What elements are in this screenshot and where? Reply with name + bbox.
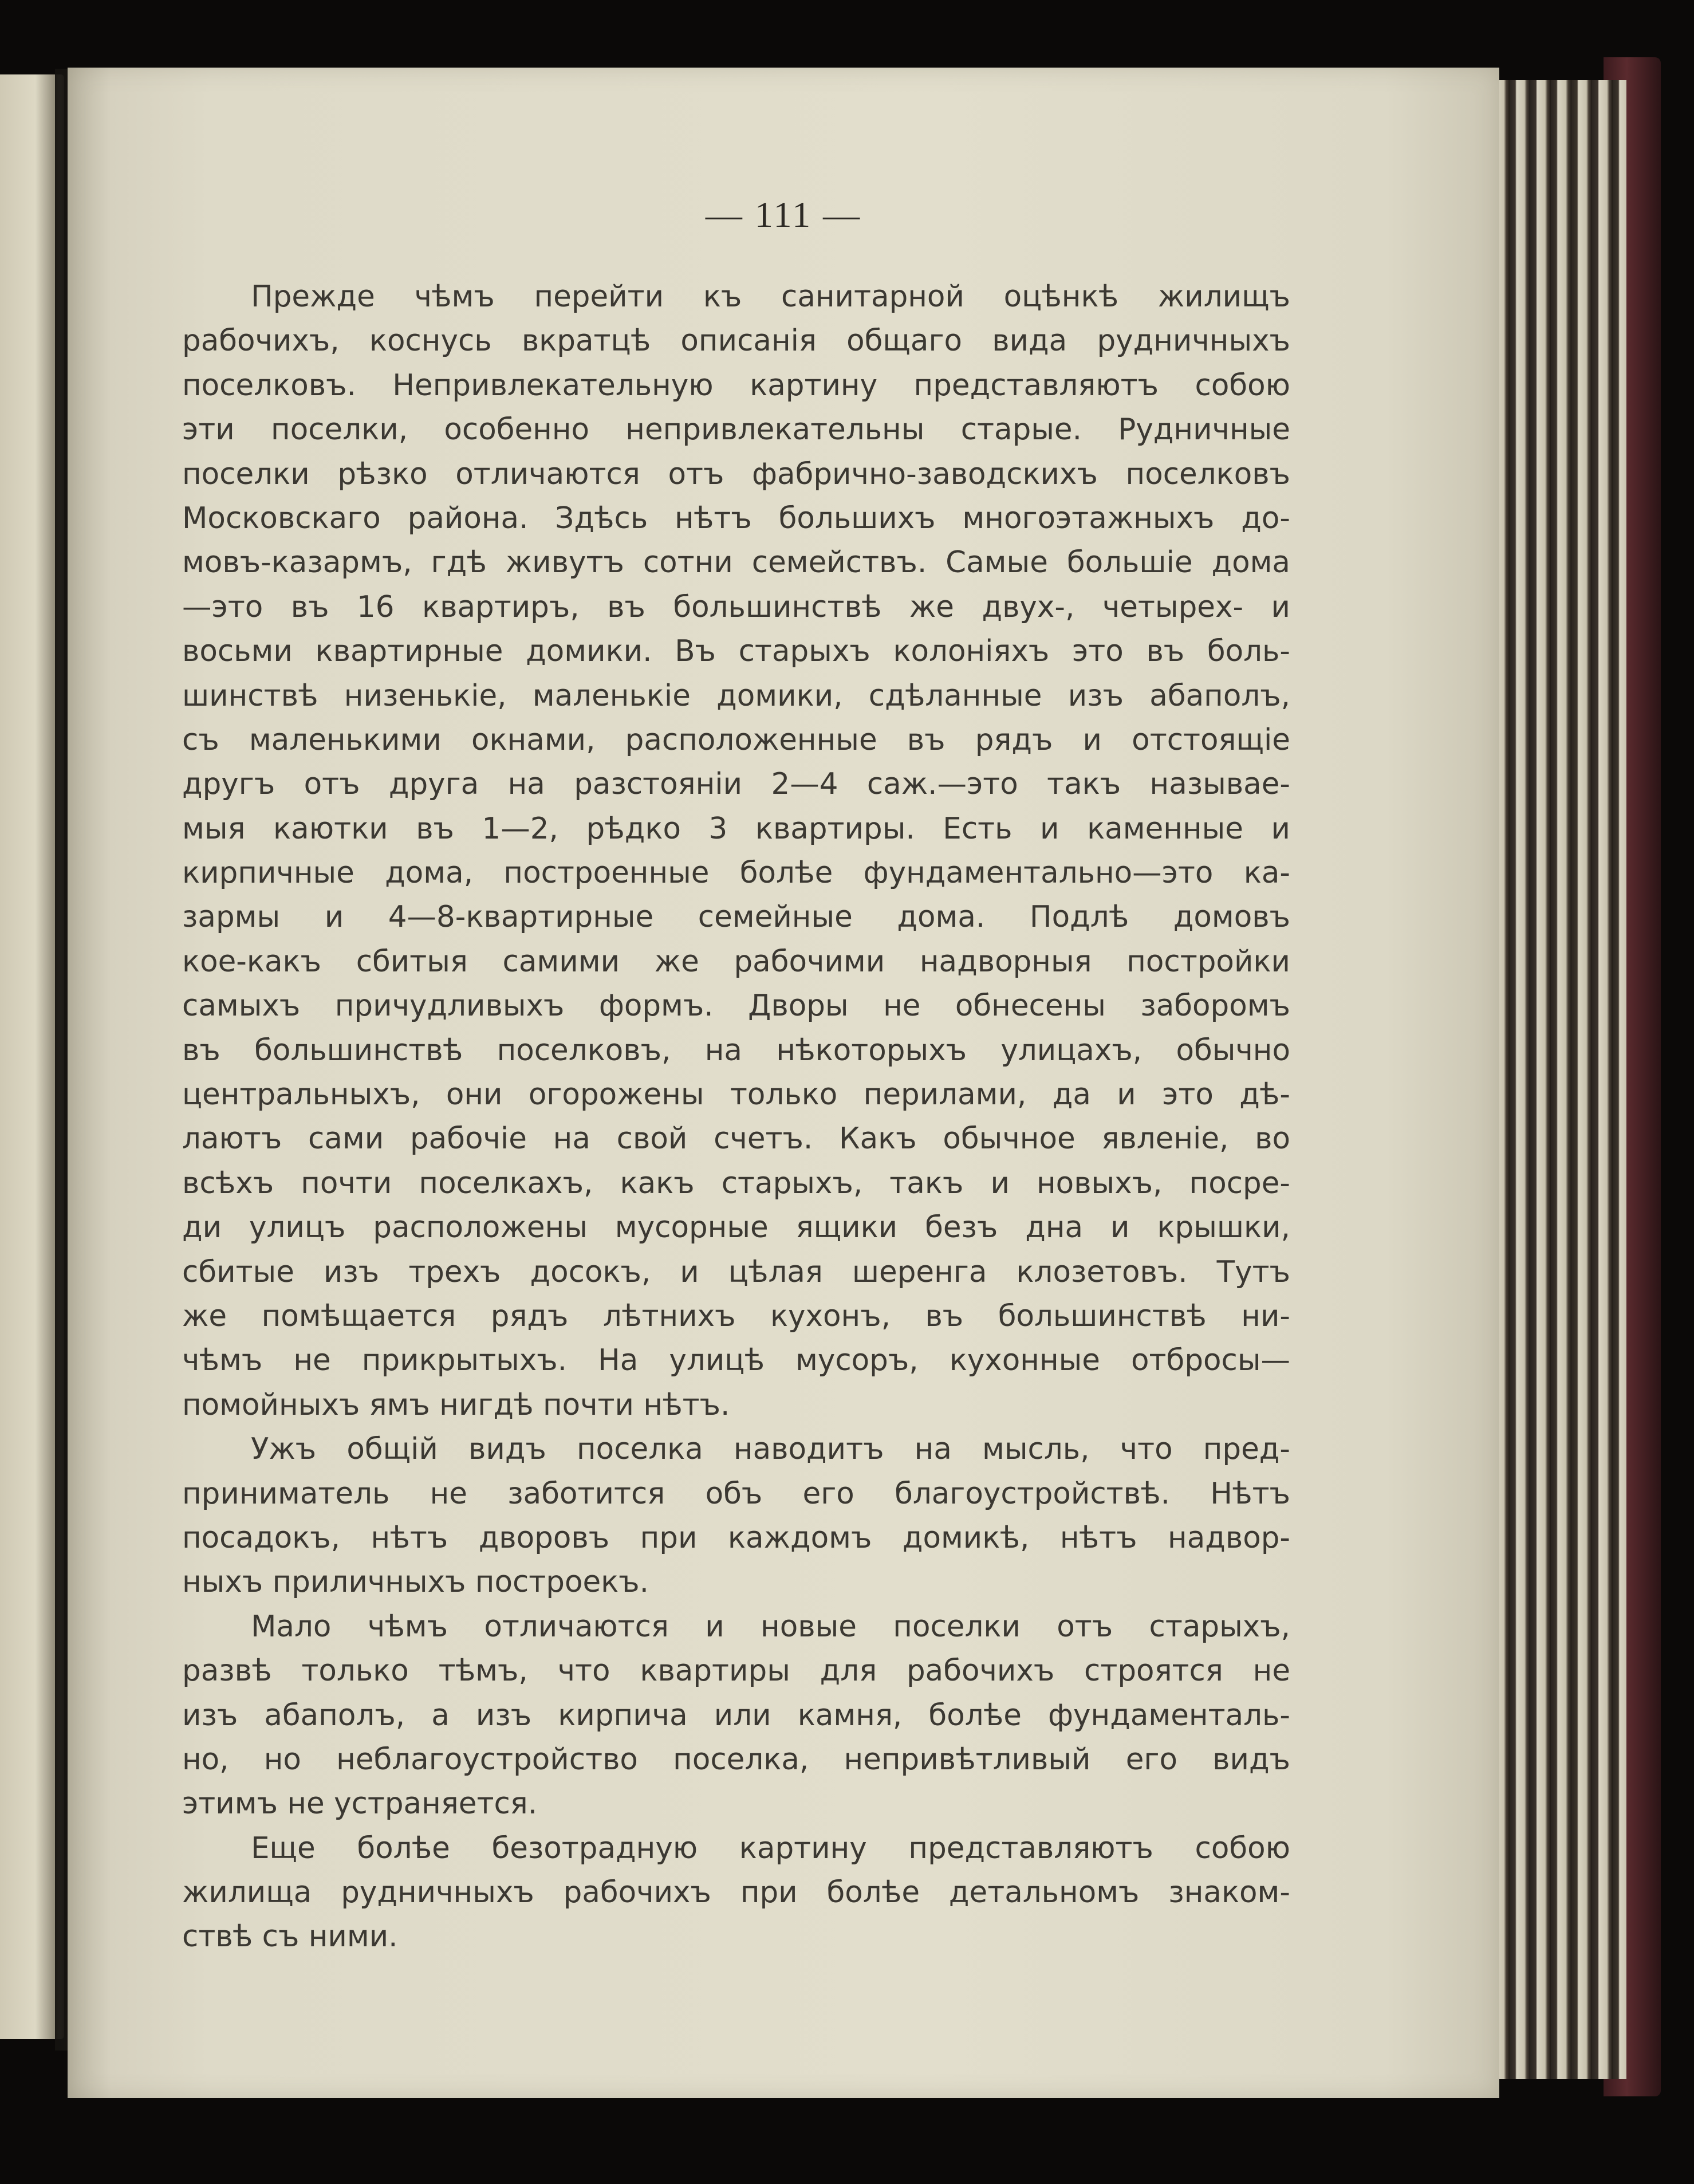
text-line: —это въ 16 квартиръ, въ большинствѣ же двух-, четырех- и — [182, 589, 1290, 624]
text-line: но, но неблагоустройство поселка, непривѣтливый его видъ — [182, 1742, 1290, 1777]
paragraph — [182, 1605, 1290, 1827]
text-line: восьми квартирные домики. Въ старыхъ колоніяхъ это въ боль- — [182, 634, 1290, 669]
text-line: рабочихъ, коснусь вкратцѣ описанія общаго вида рудничныхъ — [182, 324, 1290, 359]
text-line: развѣ только тѣмъ, что квартиры для рабочихъ строятся не — [182, 1654, 1290, 1689]
text-line: сбитые изъ трехъ досокъ, и цѣлая шеренга клозетовъ. Тутъ — [182, 1254, 1290, 1289]
text-line: въ большинствѣ поселковъ, на нѣкоторыхъ улицахъ, обычно — [182, 1033, 1290, 1068]
text-line: другъ отъ друга на разстояніи 2—4 саж.—это такъ называе- — [182, 767, 1290, 802]
text-line: же помѣщается рядъ лѣтнихъ кухонъ, въ большинствѣ ни- — [182, 1298, 1290, 1333]
text-line: чѣмъ не прикрытыхъ. На улицѣ мусоръ, кухонные отбросы— — [182, 1343, 1290, 1378]
text-line: Ужъ общій видъ поселка наводитъ на мысль, что пред- — [251, 1432, 1290, 1467]
text-line: мовъ-казармъ, гдѣ живутъ сотни семействъ. Самые большіе дома — [182, 545, 1290, 580]
book-page — [68, 68, 1499, 2098]
text-line: лаютъ сами рабочіе на свой счетъ. Какъ обычное явленіе, во — [182, 1121, 1290, 1156]
text-line: приниматель не заботится объ его благоустройствѣ. Нѣтъ — [182, 1476, 1290, 1511]
text-line: ствѣ съ ними. — [182, 1919, 398, 1954]
text-line: жилища рудничныхъ рабочихъ при болѣе детальномъ знаком- — [182, 1875, 1290, 1910]
text-line: всѣхъ почти поселкахъ, какъ старыхъ, такъ и новыхъ, посре- — [182, 1166, 1290, 1201]
text-line: поселки рѣзко отличаются отъ фабрично-заводскихъ поселковъ — [182, 457, 1290, 491]
text-line: центральныхъ, они огорожены только перилами, да и это дѣ- — [182, 1077, 1290, 1112]
text-line: шинствѣ низенькіе, маленькіе домики, сдѣланные изъ абаполъ, — [182, 678, 1290, 713]
paragraph — [182, 275, 1290, 1427]
text-line: помойныхъ ямъ нигдѣ почти нѣтъ. — [182, 1387, 730, 1422]
text-line: изъ абаполъ, а изъ кирпича или камня, болѣе фундаменталь- — [182, 1698, 1290, 1733]
text-line: съ маленькими окнами, расположенные въ рядъ и отстоящіе — [182, 722, 1290, 757]
text-line: ди улицъ расположены мусорные ящики безъ дна и крышки, — [182, 1210, 1290, 1245]
text-line: мыя каютки въ 1—2, рѣдко 3 квартиры. Есть и каменные и — [182, 811, 1290, 846]
text-line: посадокъ, нѣтъ дворовъ при каждомъ домикѣ, нѣтъ надвор- — [182, 1520, 1290, 1555]
text-line: кирпичные дома, построенные болѣе фундаментально—это ка- — [182, 856, 1290, 891]
text-line: этимъ не устраняется. — [182, 1786, 538, 1821]
page-fore-edge — [1489, 80, 1626, 2079]
text-line: зармы и 4—8-квартирные семейные дома. Подлѣ домовъ — [182, 900, 1290, 935]
text-line: Прежде чѣмъ перейти къ санитарной оцѣнкѣ жилищъ — [251, 280, 1290, 314]
text-line: кое-какъ сбитыя самими же рабочими надворныя постройки — [182, 944, 1290, 979]
text-line: ныхъ приличныхъ построекъ. — [182, 1565, 649, 1600]
text-line: Московскаго района. Здѣсь нѣтъ большихъ многоэтажныхъ до- — [182, 501, 1290, 536]
page-body-text — [182, 275, 1290, 1959]
text-line: эти поселки, особенно непривлекательны старые. Рудничные — [182, 412, 1290, 447]
page-number: — 111 — — [705, 194, 862, 235]
paragraph — [182, 1827, 1290, 1959]
text-line: поселковъ. Непривлекательную картину представляютъ собою — [182, 368, 1290, 403]
text-line: Мало чѣмъ отличаются и новые поселки отъ старыхъ, — [251, 1609, 1290, 1644]
paragraph — [182, 1427, 1290, 1605]
text-line: Еще болѣе безотрадную картину представляютъ собою — [251, 1831, 1290, 1866]
text-line: самыхъ причудливыхъ формъ. Дворы не обнесены заборомъ — [182, 989, 1290, 1024]
